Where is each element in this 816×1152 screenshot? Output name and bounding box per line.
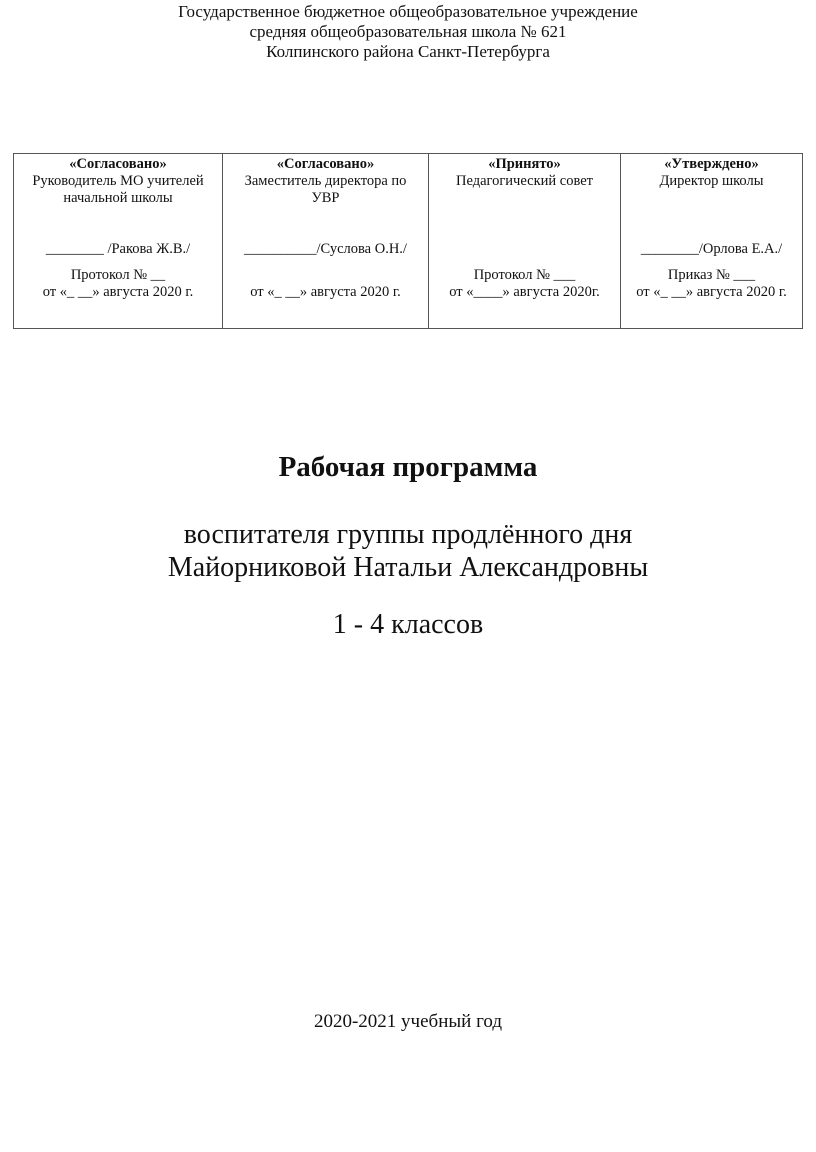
approval-role-cont: УВР [311, 190, 340, 206]
approval-title: «Принято» [488, 156, 561, 172]
approval-order: Приказ № ___ [667, 267, 756, 283]
approval-title: «Согласовано» [276, 156, 375, 172]
approval-title: «Согласовано» [69, 156, 167, 172]
approval-title: «Утверждено» [664, 156, 759, 172]
approval-signature: ________/Орлова Е.А./ [640, 241, 783, 257]
approval-cell-director [621, 154, 803, 329]
approval-protocol [223, 267, 428, 284]
approval-role: Директор школы [659, 173, 764, 189]
approval-date: от «____» августа 2020г. [449, 284, 600, 300]
approval-role: Заместитель директора по [244, 173, 407, 189]
approval-protocol: Протокол № __ [70, 267, 166, 283]
approval-cell-deputy [223, 154, 429, 329]
approval-cell-council [429, 154, 621, 329]
approval-role-cont: начальной школы [63, 190, 173, 206]
approval-protocol: Протокол № ___ [473, 267, 576, 283]
institution-header [0, 2, 816, 62]
approval-date: от «_ __» августа 2020 г. [250, 284, 401, 300]
approval-date: от «_ __» августа 2020 г. [636, 284, 787, 300]
institution-name-line3: Колпинского района Санкт-Петербурга [266, 42, 550, 61]
approval-cell-mo [14, 154, 223, 329]
institution-name-line2: средняя общеобразовательная школа № 621 [249, 22, 567, 41]
approval-role: Педагогический совет [455, 173, 593, 189]
approval-role: Руководитель МО учителей [32, 173, 204, 189]
approval-signature: __________/Суслова О.Н./ [244, 241, 407, 257]
subtitle-teacher-name: Майорниковой Натальи Александровны [167, 552, 649, 583]
approval-signature: ________ /Ракова Ж.В./ [45, 241, 191, 257]
document-title: Рабочая программа [278, 451, 538, 483]
approval-table [13, 153, 803, 329]
subtitle-position: воспитателя группы продлённого дня [183, 519, 633, 550]
academic-year: 2020-2021 учебный год [313, 1011, 503, 1032]
document-subtitle [0, 518, 816, 584]
approval-date: от «_ __» августа 2020 г. [42, 284, 194, 300]
grades-range: 1 - 4 классов [332, 609, 484, 640]
institution-name-line1: Государственное бюджетное общеобразовательное учреждение [178, 2, 638, 21]
